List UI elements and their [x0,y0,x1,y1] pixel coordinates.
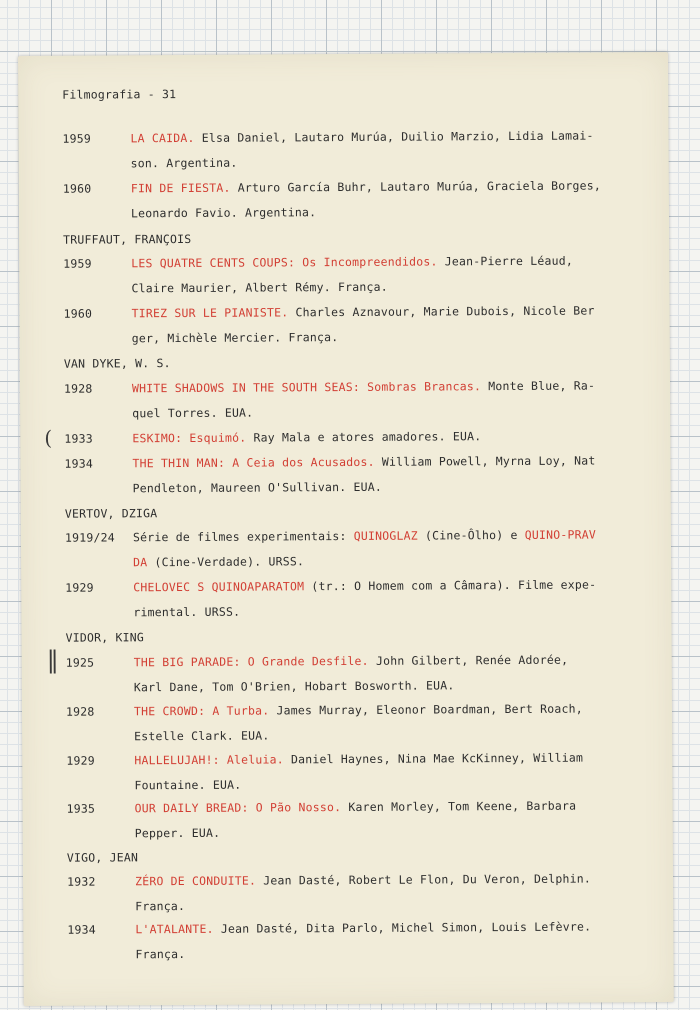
film-title: FIN DE FIESTA. [130,180,231,196]
entry-line-continued: ger, Michèle Mercier. França. [131,330,339,346]
film-title: LES QUATRE CENTS COUPS: Os Incompreendidos. [131,254,438,271]
film-title: HALLELUJAH!: Aleluia. [134,752,284,768]
film-title: ESKIMO: Esquimó. [132,430,247,446]
entry-line-continued: Estelle Clark. EUA. [134,728,270,744]
film-credits: (Cine-Ôlho) e [417,527,525,543]
entry-line-continued: Fountaine. EUA. [134,777,242,793]
entry-line-continued: França. [135,946,186,962]
film-credits: Charles Aznavour, Marie Dubois, Nicole Ber [288,303,595,320]
film-credits: (Cine-Verdade). URSS. [147,554,305,570]
entry-line-continued [133,554,304,569]
director-heading: VERTOV, DZIGA [64,506,158,521]
film-credits: Série de filmes experimentais: [132,528,354,545]
entry-line [135,920,591,937]
entry-line [134,702,583,719]
entry-year: 1928 [63,381,93,396]
entry-year: 1959 [63,256,92,271]
film-title: L'ATALANTE. [135,921,214,937]
entry-line-continued: Claire Maurier, Albert Rémy. França. [131,279,388,296]
film-credits: (tr.: O Homem com a Câmara). Filme expe- [304,577,597,594]
entry-line-continued: França. [135,898,186,914]
entry-line [132,453,595,470]
film-title: WHITE SHADOWS IN THE SOUTH SEAS: Sombras Brancas. [131,379,482,396]
typewritten-page [18,52,674,1006]
film-title: THE BIG PARADE: O Grande Desfile. [133,653,369,670]
entry-year: 1933 [64,431,93,446]
film-credits: Ray Mala e atores amadores. EUA. [246,429,482,445]
film-credits: Jean Dasté, Robert Le Flon, Du Veron, Delphin. [256,871,591,888]
entry-line-continued: son. Argentina. [130,155,238,171]
film-title: CHELOVEC S QUINOAPARATOM [133,579,305,595]
margin-bracket-mark: ( [44,425,53,450]
film-credits: James Murray, Eleonor Boardman, Bert Roach, [269,701,583,718]
film-title: THE THIN MAN: A Ceia dos Acusados. [132,454,375,471]
film-title: ZÉRO DE CONDUITE. [135,873,257,889]
entry-line [134,751,583,768]
margin-pencil-mark: ‖ [46,645,59,674]
film-credits: Monte Blue, Ra- [481,378,596,394]
entry-line [133,527,596,544]
entry-line [132,429,481,445]
entry-year: 1960 [63,306,93,321]
film-credits: Jean-Pierre Léaud, [437,253,573,269]
film-title: QUINOGLAZ [353,528,418,543]
film-credits: John Gilbert, Renée Adorée, [368,652,569,668]
page-header: Filmografia - 31 [62,87,177,102]
film-credits: Elsa Daniel, Lautaro Murúa, Duilio Marzio, Lidia Lamai- [194,128,594,145]
director-heading: VIDOR, KING [65,630,144,645]
film-title: THE CROWD: A Turba. [133,703,270,719]
entry-line-continued: rimental. URSS. [133,604,241,620]
film-credits: Karen Morley, Tom Keene, Barbara [341,798,577,815]
film-credits: Jean Dasté, Dita Parlo, Michel Simon, Louis Lefèvre. [213,919,592,936]
film-credits: William Powell, Myrna Loy, Nat [374,453,596,469]
entry-year: 1935 [66,801,96,816]
entry-year: 1929 [65,580,94,595]
entry-line [131,178,601,195]
entry-year: 1934 [67,922,96,937]
film-title: DA [133,555,148,570]
entry-year: 1934 [64,456,94,471]
film-title: QUINO-PRAV [524,527,597,542]
entry-line [133,577,596,594]
entry-line-continued: Pepper. EUA. [134,825,221,841]
entry-year: 1925 [65,655,95,670]
entry-year: 1929 [66,753,95,768]
director-heading: VAN DYKE, W. S. [63,356,171,371]
entry-year: 1932 [67,874,96,889]
entry-line-continued: Pendleton, Maureen O'Sullivan. EUA. [132,479,383,496]
entry-year: 1928 [65,704,95,719]
entry-line-continued: Karl Dane, Tom O'Brien, Hobart Bosworth. EUA. [133,678,455,695]
director-heading: TRUFFAUT, FRANÇOIS [63,231,192,247]
entry-line [132,378,595,395]
entry-line [135,799,577,816]
film-title: TIREZ SUR LE PIANISTE. [131,305,289,321]
film-title: OUR DAILY BREAD: O Pão Nosso. [134,800,342,816]
entry-year: 1959 [62,131,92,146]
entry-line [135,872,591,889]
entry-line [132,303,595,320]
entry-line [131,254,573,271]
film-title: LA CAIDA. [130,130,195,146]
entry-line-continued: quel Torres. EUA. [132,405,254,421]
entry-line [134,653,569,670]
entry-year: 1960 [62,181,92,196]
entry-line [130,128,593,145]
director-heading: VIGO, JEAN [66,850,139,865]
film-credits: Daniel Haynes, Nina Mae KcKinney, William [283,750,584,767]
film-credits: Arturo García Buhr, Lautaro Murúa, Graciela Borges, [230,178,602,195]
entry-year: 1919/24 [64,530,115,545]
entry-line-continued: Leonardo Favio. Argentina. [130,205,317,221]
